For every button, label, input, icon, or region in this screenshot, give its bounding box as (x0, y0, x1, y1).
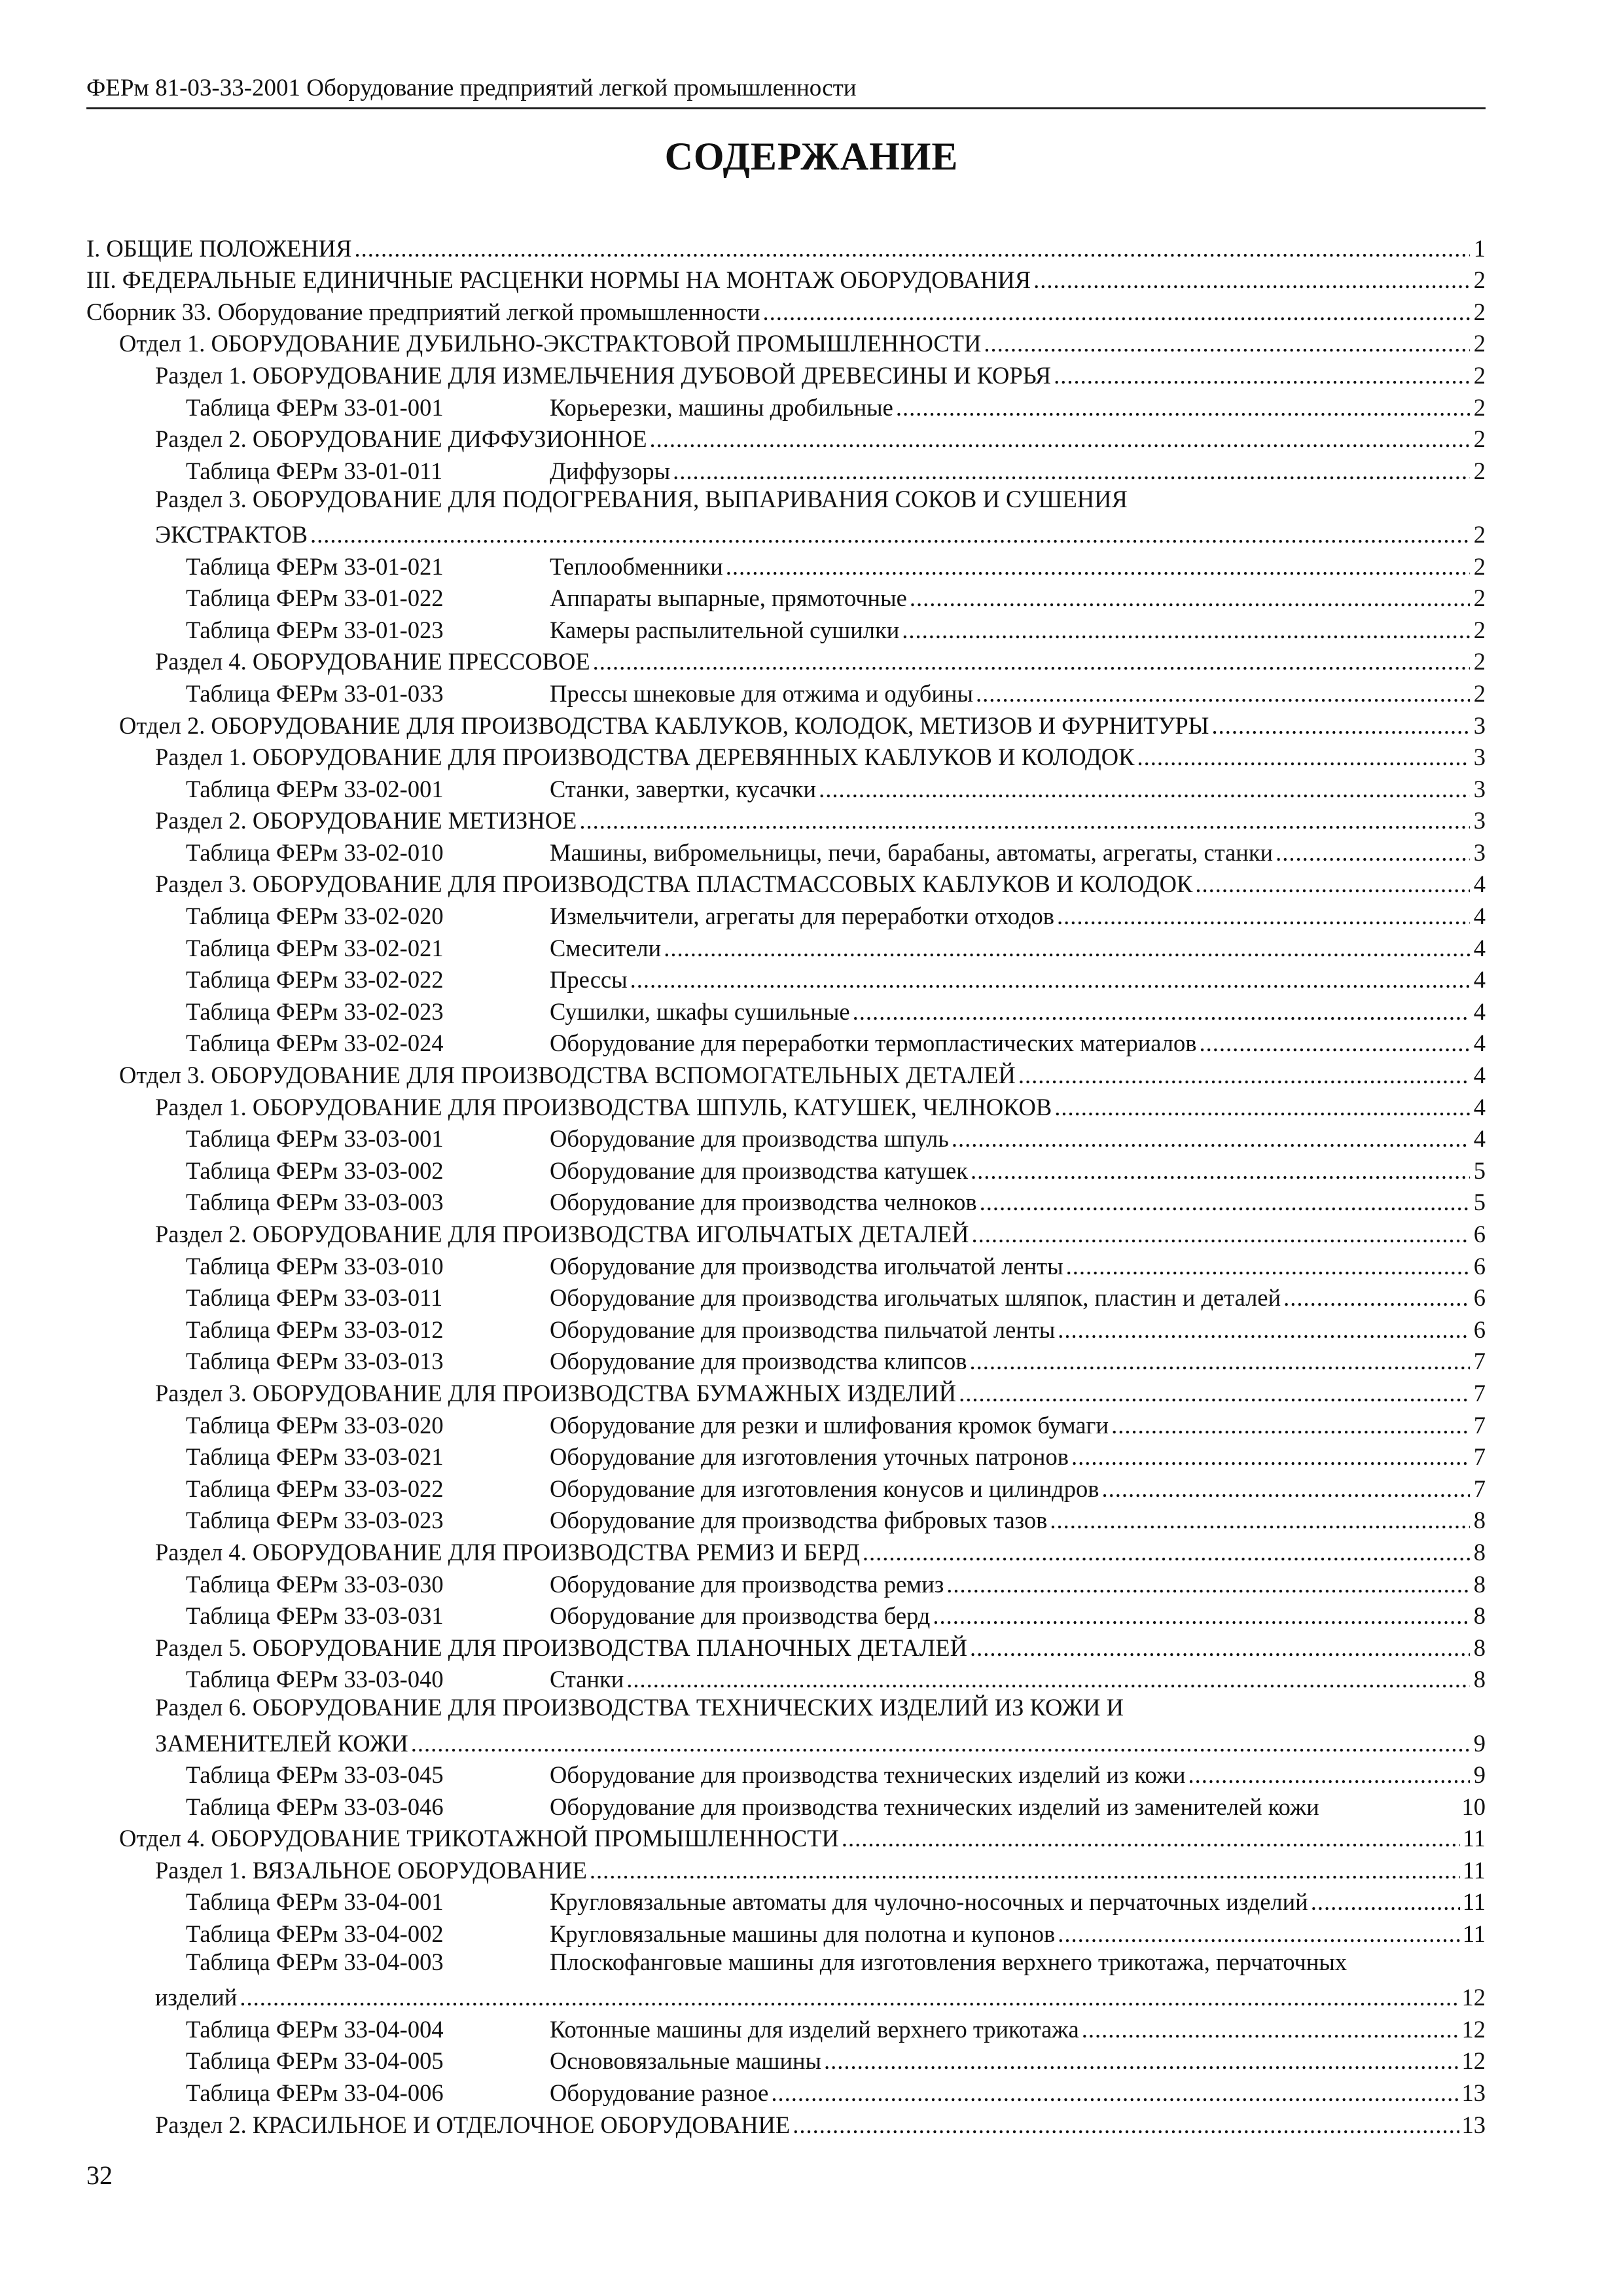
toc-entry-title: Раздел 4. ОБОРУДОВАНИЕ ПРЕССОВОЕ (155, 648, 590, 675)
toc-page-number: 8 (1473, 1602, 1486, 1630)
toc-entry[interactable] (86, 1057, 1486, 1089)
toc-leader-dots (1071, 1443, 1470, 1471)
toc-table-code: Таблица ФЕРм 33-03-003 (186, 1189, 444, 1216)
toc-page-number: 12 (1461, 1984, 1486, 2011)
page-number: 32 (86, 2161, 113, 2190)
toc-entry[interactable] (86, 1884, 1486, 1916)
toc-page-number: 12 (1461, 2047, 1486, 2075)
toc-entry-title: Раздел 3. ОБОРУДОВАНИЕ ДЛЯ ПРОИЗВОДСТВА ПЛАСТМАССОВЫХ КАБЛУКОВ И КОЛОДОК (155, 870, 1193, 898)
toc-table-code: Таблица ФЕРм 33-01-021 (186, 552, 444, 580)
toc-page-number: 9 (1473, 1729, 1486, 1757)
toc-entry[interactable] (86, 516, 1486, 548)
toc-entry[interactable] (86, 2107, 1486, 2139)
toc-entry[interactable] (86, 1980, 1486, 2012)
toc-entry-title: III. ФЕДЕРАЛЬНЫЕ ЕДИНИЧНЫЕ РАСЦЕНКИ НОРМЫ НА МОНТАЖ ОБОРУДОВАНИЯ (86, 266, 1031, 294)
toc-entry[interactable] (86, 1852, 1486, 1884)
toc-entry-title: Кругловязальные машины для полотна и купонов (550, 1920, 1056, 1948)
toc-page-number: 7 (1473, 1475, 1486, 1502)
toc-entry-title: ЭКСТРАКТОВ (155, 520, 308, 548)
toc-entry[interactable] (86, 898, 1486, 930)
toc-page-number: 2 (1473, 648, 1486, 675)
toc-leader-dots (1050, 1506, 1470, 1534)
toc-table-code: Таблица ФЕРм 33-03-046 (186, 1793, 444, 1820)
toc-page-number: 6 (1473, 1252, 1486, 1280)
toc-leader-dots (1137, 743, 1471, 771)
toc-entry-title: Прессы (550, 966, 628, 994)
toc-page-number: 9 (1473, 1761, 1486, 1789)
toc-entry-title: Машины, вибромельницы, печи, барабаны, автоматы, агрегаты, станки (550, 838, 1274, 866)
toc-leader-dots (902, 616, 1470, 644)
toc-page-number: 8 (1473, 1666, 1486, 1693)
toc-page-number: 2 (1473, 457, 1486, 484)
toc-page-number: 2 (1473, 330, 1486, 357)
toc-leader-dots (630, 965, 1470, 994)
toc-leader-dots (1211, 711, 1470, 740)
toc-entry[interactable] (86, 1089, 1486, 1121)
toc-page-number: 4 (1473, 870, 1486, 898)
toc-page-number: 4 (1473, 903, 1486, 930)
toc-table-code: Таблица ФЕРм 33-03-013 (186, 1348, 444, 1375)
toc-entry[interactable] (86, 326, 1486, 358)
toc-entry-title: Котонные машины для изделий верхнего трикотажа (550, 2015, 1079, 2043)
toc-entry-title: Отдел 3. ОБОРУДОВАНИЕ ДЛЯ ПРОИЗВОДСТВА ВСПОМОГАТЕЛЬНЫХ ДЕТАЛЕЙ (119, 1062, 1016, 1089)
toc-table-code: Таблица ФЕРм 33-02-024 (186, 1030, 444, 1057)
toc-entry-title: Раздел 2. ОБОРУДОВАНИЕ ДИФФУЗИОННОЕ (155, 425, 647, 453)
toc-entry[interactable] (86, 1693, 1486, 1725)
toc-page-number: 7 (1473, 1443, 1486, 1471)
toc-leader-dots (969, 1347, 1470, 1375)
toc-leader-dots (590, 1856, 1460, 1884)
toc-leader-dots (984, 329, 1470, 357)
toc-entry[interactable] (86, 644, 1486, 676)
toc-entry[interactable] (86, 1026, 1486, 1058)
toc-leader-dots (853, 997, 1470, 1026)
toc-entry[interactable] (86, 1407, 1486, 1439)
toc-leader-dots (976, 679, 1470, 708)
toc-table-code: Таблица ФЕРм 33-02-023 (186, 997, 444, 1025)
toc-entry-title: Оборудование для производства шпуль (550, 1125, 949, 1153)
toc-page-number: 10 (1461, 1793, 1486, 1820)
toc-table-code: Таблица ФЕРм 33-03-010 (186, 1252, 444, 1280)
toc-leader-dots (411, 1729, 1470, 1757)
toc-page-number: 5 (1473, 1189, 1486, 1216)
toc-entry[interactable] (86, 1757, 1486, 1789)
toc-page-number: 11 (1462, 1920, 1486, 1948)
toc-entry[interactable] (86, 834, 1486, 867)
toc-entry[interactable] (86, 1439, 1486, 1471)
toc-page-number: 3 (1473, 711, 1486, 739)
toc-page-number: 13 (1461, 2111, 1486, 2138)
toc-entry-title: Оборудование для производства ремиз (550, 1570, 944, 1598)
toc-entry[interactable] (86, 230, 1486, 262)
toc-entry-title: Оборудование для изготовления уточных патронов (550, 1443, 1069, 1471)
toc-table-code: Таблица ФЕРм 33-03-031 (186, 1602, 444, 1630)
toc-entry-title: изделий (155, 1984, 238, 2011)
toc-page-number: 2 (1473, 425, 1486, 453)
toc-entry[interactable] (86, 1725, 1486, 1757)
toc-entry[interactable] (86, 1375, 1486, 1407)
toc-leader-dots (1082, 2015, 1459, 2043)
toc-leader-dots (664, 934, 1470, 962)
toc-leader-dots (650, 425, 1470, 453)
running-header: ФЕРм 81-03-33-2001 Оборудование предприятий легкой промышленности (86, 73, 1486, 109)
toc-entry-title: Оборудование для производства технических изделий из заменителей кожи (550, 1793, 1319, 1820)
toc-entry[interactable] (86, 740, 1486, 772)
toc-page-number: 4 (1473, 966, 1486, 994)
toc-leader-dots (842, 1824, 1460, 1852)
toc-page-number: 7 (1473, 1348, 1486, 1375)
toc-page-number: 5 (1473, 1157, 1486, 1184)
toc-table-code: Таблица ФЕРм 33-01-022 (186, 584, 444, 612)
toc-entry[interactable] (86, 1185, 1486, 1217)
toc-leader-dots (673, 457, 1470, 485)
toc-entry[interactable] (86, 1471, 1486, 1503)
toc-table-code: Таблица ФЕРм 33-03-030 (186, 1570, 444, 1598)
toc-page-number: 1 (1473, 234, 1486, 262)
toc-entry-title: ЗАМЕНИТЕЛЕЙ КОЖИ (155, 1729, 408, 1757)
toc-entry[interactable] (86, 771, 1486, 803)
toc-page-number: 2 (1473, 393, 1486, 421)
toc-entry-title: Раздел 3. ОБОРУДОВАНИЕ ДЛЯ ПРОИЗВОДСТВА БУМАЖНЫХ ИЗДЕЛИЙ (155, 1379, 957, 1407)
toc-entry-title: Оборудование для производства игольчатой ленты (550, 1252, 1063, 1280)
toc-entry-title: Отдел 2. ОБОРУДОВАНИЕ ДЛЯ ПРОИЗВОДСТВА КАБЛУКОВ, КОЛОДОК, МЕТИЗОВ И ФУРНИТУРЫ (119, 711, 1209, 739)
toc-entry[interactable] (86, 422, 1486, 454)
toc-leader-dots (1058, 1920, 1460, 1948)
page-title: СОДЕРЖАНИЕ (664, 135, 959, 178)
toc-entry-title: Аппараты выпарные, прямоточные (550, 584, 907, 612)
toc-entry[interactable] (86, 675, 1486, 708)
toc-leader-dots (1066, 1252, 1470, 1280)
toc-entry-title: Раздел 2. ОБОРУДОВАНИЕ МЕТИЗНОЕ (155, 807, 577, 834)
toc-page-number: 11 (1462, 1856, 1486, 1884)
toc-leader-dots (1283, 1283, 1470, 1312)
toc-entry-title: Раздел 2. КРАСИЛЬНОЕ И ОТДЕЛОЧНОЕ ОБОРУДОВАНИЕ (155, 2111, 791, 2138)
toc-leader-dots (959, 1379, 1470, 1407)
toc-leader-dots (726, 552, 1470, 581)
toc-page-number: 3 (1473, 807, 1486, 834)
toc-leader-dots (1188, 1761, 1470, 1789)
toc-table-code: Таблица ФЕРм 33-03-012 (186, 1316, 444, 1343)
toc-entry[interactable] (86, 1789, 1486, 1821)
toc-entry[interactable] (86, 1216, 1486, 1248)
toc-page-number: 8 (1473, 1507, 1486, 1534)
toc-leader-dots (980, 1188, 1470, 1216)
toc-entry[interactable] (86, 1598, 1486, 1630)
toc-entry[interactable] (86, 1534, 1486, 1566)
toc-leader-dots (1311, 1888, 1460, 1916)
toc-page-number: 3 (1473, 744, 1486, 771)
toc-entry-title: Оборудование для производства фибровых тазов (550, 1507, 1048, 1534)
toc-leader-dots (1054, 1093, 1470, 1121)
toc-leader-dots (1101, 1475, 1470, 1503)
toc-leader-dots (896, 393, 1470, 422)
toc-entry-title: Оборудование для производства игольчатых шляпок, пластин и деталей (550, 1284, 1281, 1312)
toc-leader-dots (863, 1538, 1470, 1566)
toc-entry-title: Оборудование разное (550, 2079, 769, 2107)
toc-table-code: Таблица ФЕРм 33-02-021 (186, 934, 444, 961)
toc-page-number: 8 (1473, 1634, 1486, 1661)
toc-table-code: Таблица ФЕРм 33-02-022 (186, 966, 444, 994)
toc-entry-title: Оборудование для производства технических изделий из кожи (550, 1761, 1186, 1789)
toc-entry-title: Раздел 1. ОБОРУДОВАНИЕ ДЛЯ ИЗМЕЛЬЧЕНИЯ ДУБОВОЙ ДРЕВЕСИНЫ И КОРЬЯ (155, 361, 1052, 389)
toc-leader-dots (910, 584, 1470, 612)
toc-entry-title: Теплообменники (550, 552, 723, 580)
toc-entry-title: Диффузоры (550, 457, 671, 484)
toc-page-number: 6 (1473, 1284, 1486, 1312)
toc-entry[interactable] (86, 1248, 1486, 1280)
toc-page-number: 3 (1473, 775, 1486, 802)
toc-page-number: 12 (1461, 2015, 1486, 2043)
toc-table-code: Таблица ФЕРм 33-03-020 (186, 1411, 444, 1439)
toc-entry[interactable] (86, 485, 1486, 517)
toc-entry[interactable] (86, 1121, 1486, 1153)
toc-entry[interactable] (86, 389, 1486, 422)
toc-page-number: 4 (1473, 1030, 1486, 1057)
toc-entry[interactable] (86, 1312, 1486, 1344)
toc-table-code: Таблица ФЕРм 33-03-011 (186, 1284, 443, 1312)
toc-entry-title: Оборудование для резки и шлифования кромок бумаги (550, 1411, 1109, 1439)
toc-entry-title: Сушилки, шкафы сушильные (550, 997, 850, 1025)
toc-entry[interactable] (86, 1630, 1486, 1662)
toc-entry-title: Раздел 2. ОБОРУДОВАНИЕ ДЛЯ ПРОИЗВОДСТВА ИГОЛЬЧАТЫХ ДЕТАЛЕЙ (155, 1221, 969, 1247)
toc-entry[interactable] (86, 867, 1486, 899)
toc-table-code: Таблица ФЕРм 33-02-020 (186, 903, 444, 930)
toc-table-code: Таблица ФЕРм 33-04-003 (186, 1948, 444, 1976)
toc-page-number: 8 (1473, 1570, 1486, 1598)
toc-leader-dots (824, 2047, 1459, 2075)
toc-leader-dots (793, 2111, 1459, 2139)
toc-leader-dots (310, 520, 1470, 548)
toc-entry-title: Оборудование для изготовления конусов и цилиндров (550, 1475, 1099, 1502)
toc-entry-title: Основовязальные машины (550, 2047, 822, 2075)
toc-leader-dots (952, 1124, 1470, 1153)
toc-entry-title: Оборудование для производства катушек (550, 1157, 968, 1184)
toc-leader-dots (946, 1570, 1470, 1598)
toc-table-code: Таблица ФЕРм 33-04-004 (186, 2015, 444, 2043)
toc-leader-dots (1054, 361, 1470, 389)
toc-entry-title: Раздел 3. ОБОРУДОВАНИЕ ДЛЯ ПОДОГРЕВАНИЯ, ВЫПАРИВАНИЯ СОКОВ И СУШЕНИЯ (155, 485, 1128, 512)
toc-page-number: 2 (1473, 361, 1486, 389)
toc-table-code: Таблица ФЕРм 33-03-045 (186, 1761, 444, 1789)
toc-leader-dots (579, 806, 1470, 834)
toc-entry[interactable] (86, 930, 1486, 962)
toc-table-code: Таблица ФЕРм 33-01-033 (186, 679, 444, 707)
toc-entry[interactable] (86, 2043, 1486, 2075)
toc-leader-dots (1058, 1316, 1470, 1344)
toc-entry[interactable] (86, 294, 1486, 326)
toc-entry[interactable] (86, 581, 1486, 613)
toc-entry[interactable] (86, 1662, 1486, 1694)
toc-entry-title: Сборник 33. Оборудование предприятий легкой промышленности (86, 298, 760, 325)
toc-leader-dots (1057, 902, 1470, 930)
toc-entry[interactable] (86, 1821, 1486, 1853)
toc-entry-title: Раздел 5. ОБОРУДОВАНИЕ ДЛЯ ПРОИЗВОДСТВА ПЛАНОЧНЫХ ДЕТАЛЕЙ (155, 1634, 967, 1661)
toc-page-number: 3 (1473, 838, 1486, 866)
toc-leader-dots (355, 234, 1471, 262)
toc-leader-dots (1111, 1411, 1470, 1439)
toc-leader-dots (1199, 1029, 1470, 1057)
toc-page-number: 7 (1473, 1411, 1486, 1439)
toc-leader-dots (771, 2079, 1459, 2107)
toc-entry-title: Корьерезки, машины дробильные (550, 393, 893, 421)
toc-leader-dots (971, 1220, 1470, 1248)
toc-table-code: Таблица ФЕРм 33-02-010 (186, 838, 444, 866)
toc-leader-dots (819, 775, 1470, 803)
toc-leader-dots (240, 1983, 1459, 2011)
toc-leader-dots (1018, 1061, 1470, 1089)
toc-table-code: Таблица ФЕРм 33-04-001 (186, 1888, 444, 1916)
toc-page-number: 7 (1473, 1379, 1486, 1407)
toc-page-number: 6 (1473, 1221, 1486, 1247)
toc-entry-title: Измельчители, агрегаты для переработки отходов (550, 903, 1054, 930)
toc-entry[interactable] (86, 612, 1486, 644)
toc-leader-dots (626, 1665, 1470, 1693)
toc-table-code: Таблица ФЕРм 33-03-040 (186, 1666, 444, 1693)
toc-page-number: 13 (1461, 2079, 1486, 2107)
toc-entry-title: Раздел 1. ОБОРУДОВАНИЕ ДЛЯ ПРОИЗВОДСТВА ДЕРЕВЯННЫХ КАБЛУКОВ И КОЛОДОК (155, 744, 1135, 771)
toc-entry-title: Оборудование для переработки термопластических материалов (550, 1030, 1197, 1057)
toc-entry-title: Раздел 6. ОБОРУДОВАНИЕ ДЛЯ ПРОИЗВОДСТВА ТЕХНИЧЕСКИХ ИЗДЕЛИЙ ИЗ КОЖИ И (155, 1694, 1124, 1721)
toc-page-number: 2 (1473, 584, 1486, 612)
toc-table-code: Таблица ФЕРм 33-03-001 (186, 1125, 444, 1153)
toc-entry[interactable] (86, 2011, 1486, 2043)
toc-entry[interactable] (86, 262, 1486, 295)
toc-entry-title: Кругловязальные автоматы для чулочно-носочных и перчаточных изделий (550, 1888, 1308, 1916)
toc-entry-title: Раздел 4. ОБОРУДОВАНИЕ ДЛЯ ПРОИЗВОДСТВА РЕМИЗ И БЕРД (155, 1538, 860, 1566)
toc-entry-title: Плоскофанговые машины для изготовления верхнего трикотажа, перчаточных (550, 1948, 1347, 1976)
toc-entry[interactable] (86, 1344, 1486, 1376)
toc-table-code: Таблица ФЕРм 33-04-002 (186, 1920, 444, 1948)
toc-entry-title: Станки (550, 1666, 624, 1693)
toc-entry[interactable] (86, 2075, 1486, 2107)
toc-entry[interactable] (86, 453, 1486, 485)
toc-entry[interactable] (86, 1503, 1486, 1535)
toc-table-code: Таблица ФЕРм 33-01-001 (186, 393, 444, 421)
toc-entry-title: Оборудование для производства берд (550, 1602, 931, 1630)
toc-entry[interactable] (86, 708, 1486, 740)
toc-table-code: Таблица ФЕРм 33-04-006 (186, 2079, 444, 2107)
toc-entry[interactable] (86, 1153, 1486, 1185)
toc-table-code: Таблица ФЕРм 33-03-023 (186, 1507, 444, 1534)
toc-table-code: Таблица ФЕРм 33-03-021 (186, 1443, 444, 1471)
toc-table-code: Таблица ФЕРм 33-02-001 (186, 775, 444, 802)
toc-leader-dots (1195, 870, 1470, 898)
toc-entry-title: I. ОБЩИЕ ПОЛОЖЕНИЯ (86, 234, 352, 262)
toc-page-number: 4 (1473, 997, 1486, 1025)
toc-entry-title: Прессы шнековые для отжима и одубины (550, 679, 973, 707)
toc-table-code: Таблица ФЕРм 33-04-005 (186, 2047, 444, 2075)
toc-entry[interactable] (86, 1916, 1486, 1948)
toc-page-number: 2 (1473, 679, 1486, 707)
toc-page-number: 11 (1462, 1888, 1486, 1916)
table-of-contents (86, 230, 1486, 2139)
toc-entry-title: Оборудование для производства челноков (550, 1189, 977, 1216)
toc-entry-title: Смесители (550, 934, 662, 961)
toc-table-code: Таблица ФЕРм 33-03-022 (186, 1475, 444, 1502)
toc-leader-dots (1033, 266, 1470, 294)
toc-page-number: 2 (1473, 552, 1486, 580)
toc-entry[interactable] (86, 1280, 1486, 1312)
toc-leader-dots (1275, 838, 1470, 867)
toc-table-code: Таблица ФЕРм 33-01-023 (186, 616, 444, 643)
toc-page-number: 4 (1473, 1125, 1486, 1153)
toc-leader-dots (933, 1602, 1470, 1630)
toc-leader-dots (763, 298, 1471, 326)
toc-entry-title: Отдел 4. ОБОРУДОВАНИЕ ТРИКОТАЖНОЙ ПРОМЫШЛЕННОСТИ (119, 1825, 839, 1852)
toc-entry-title: Раздел 1. ОБОРУДОВАНИЕ ДЛЯ ПРОИЗВОДСТВА ШПУЛЬ, КАТУШЕК, ЧЕЛНОКОВ (155, 1093, 1052, 1121)
toc-entry[interactable] (86, 357, 1486, 389)
toc-page-number: 2 (1473, 520, 1486, 548)
toc-entry-title: Станки, завертки, кусачки (550, 775, 817, 802)
toc-entry[interactable] (86, 1948, 1486, 1980)
toc-page-number: 4 (1473, 934, 1486, 961)
toc-leader-dots (971, 1157, 1470, 1185)
toc-leader-dots (970, 1634, 1470, 1662)
toc-page-number: 11 (1462, 1825, 1486, 1852)
toc-entry-title: Отдел 1. ОБОРУДОВАНИЕ ДУБИЛЬНО-ЭКСТРАКТОВОЙ ПРОМЫШЛЕННОСТИ (119, 330, 982, 357)
toc-page-number: 2 (1473, 616, 1486, 643)
toc-entry[interactable] (86, 994, 1486, 1026)
toc-page-number: 2 (1473, 266, 1486, 294)
toc-page-number: 4 (1473, 1093, 1486, 1121)
toc-entry[interactable] (86, 548, 1486, 581)
toc-entry-title: Раздел 1. ВЯЗАЛЬНОЕ ОБОРУДОВАНИЕ (155, 1856, 587, 1884)
toc-entry-title: Камеры распылительной сушилки (550, 616, 900, 643)
toc-leader-dots (593, 647, 1470, 675)
toc-entry[interactable] (86, 803, 1486, 835)
toc-entry-title: Оборудование для производства клипсов (550, 1348, 967, 1375)
toc-page-number: 4 (1473, 1062, 1486, 1089)
toc-page-number: 8 (1473, 1538, 1486, 1566)
toc-table-code: Таблица ФЕРм 33-03-002 (186, 1157, 444, 1184)
toc-page-number: 6 (1473, 1316, 1486, 1343)
toc-page-number: 2 (1473, 298, 1486, 325)
toc-entry[interactable] (86, 1566, 1486, 1598)
toc-entry[interactable] (86, 962, 1486, 994)
toc-table-code: Таблица ФЕРм 33-01-011 (186, 457, 443, 484)
toc-entry-title: Оборудование для производства пильчатой ленты (550, 1316, 1056, 1343)
